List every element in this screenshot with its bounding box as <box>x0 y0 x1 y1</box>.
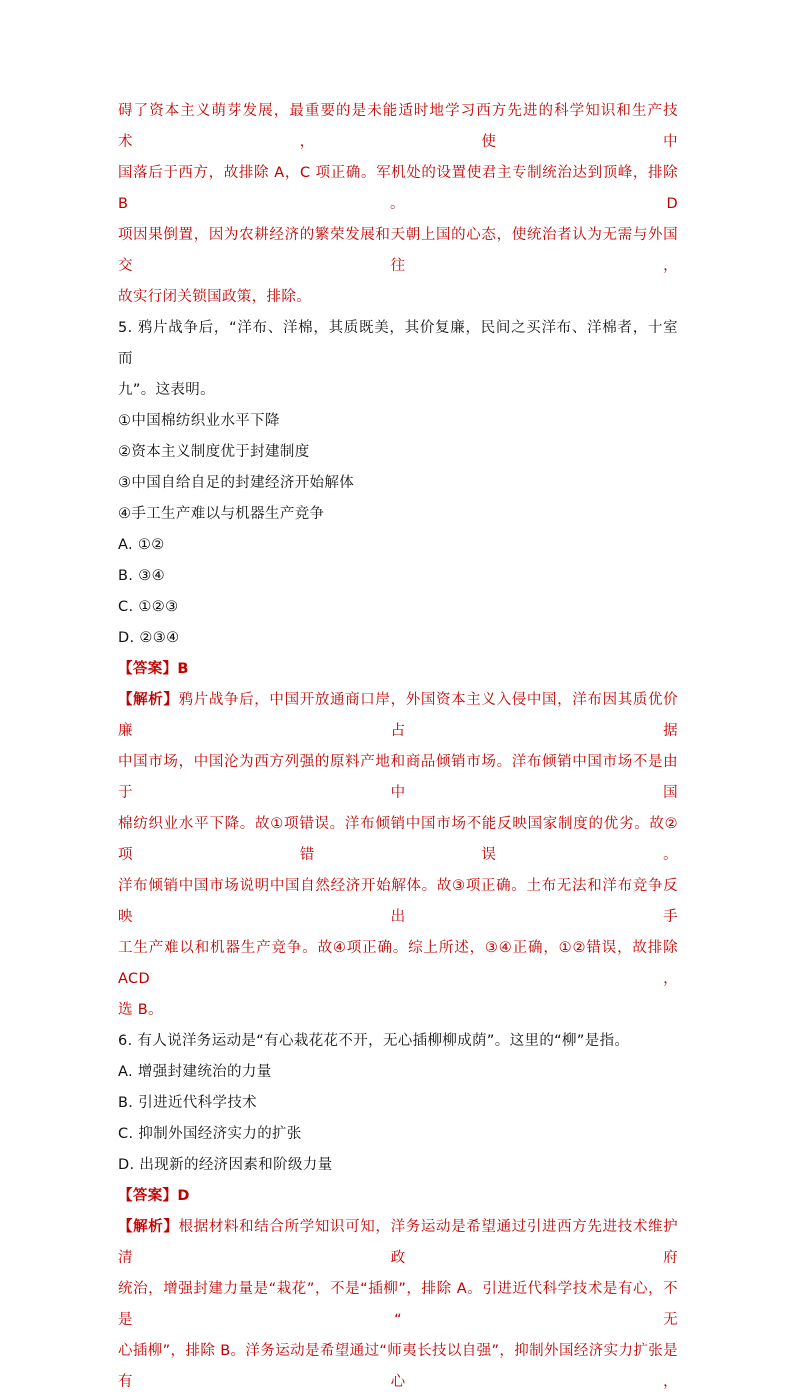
statement-item: ③中国自给自足的封建经济开始解体 <box>118 475 355 491</box>
analysis-line: 中国市场，中国沦为西方列强的原料产地和商品倾销市场。洋布倾销中国市场不是由于中国 <box>118 754 678 801</box>
previous-analysis <box>118 96 678 313</box>
statement-item: ④手工生产难以与机器生产竞争 <box>118 506 325 522</box>
option-d: D. 出现新的经济因素和阶级力量 <box>118 1157 333 1173</box>
question-5 <box>118 313 678 1026</box>
option-d: D. ②③④ <box>118 630 180 646</box>
analysis-line: 选 B。 <box>118 1002 163 1018</box>
statement-item: ②资本主义制度优于封建制度 <box>118 444 310 460</box>
answer-label: 【答案】 <box>118 661 178 677</box>
analysis-line: 工生产难以和机器生产竞争。故④项正确。综上所述，③④正确，①②错误，故排除 ACD， <box>118 940 678 987</box>
question-stem: 九”。这表明。 <box>118 382 215 398</box>
question-stem: 5. 鸦片战争后，“洋布、洋棉，其质既美，其价复廉，民间之买洋布、洋棉者，十室而 <box>118 320 678 367</box>
statement-item: ①中国棉纺织业水平下降 <box>118 413 280 429</box>
answer-line <box>118 654 678 685</box>
analysis-label: 【解析】 <box>118 692 179 708</box>
option-c: C. 抑制外国经济实力的扩张 <box>118 1126 302 1142</box>
question-stem: 6. 有人说洋务运动是“有心栽花花不开，无心插柳柳成荫”。这里的“柳”是指。 <box>118 1033 630 1049</box>
analysis-line: 碍了资本主义萌芽发展，最重要的是未能适时地学习西方先进的科学知识和生产技术，使中 <box>118 103 678 150</box>
answer-value: D <box>177 1188 190 1204</box>
analysis-line: 项因果倒置，因为农耕经济的繁荣发展和天朝上国的心态，使统治者认为无需与外国交往， <box>118 227 678 274</box>
analysis-line <box>118 1212 678 1274</box>
analysis-line <box>118 685 678 747</box>
analysis-text: 根据材料和结合所学知识可知，洋务运动是希望通过引进西方先进技术维护清政府 <box>118 1219 678 1266</box>
analysis-text: 鸦片战争后，中国开放通商口岸，外国资本主义入侵中国，洋布因其质优价廉占据 <box>118 692 678 739</box>
analysis-line: 棉纺织业水平下降。故①项错误。洋布倾销中国市场不能反映国家制度的优劣。故②项错误。 <box>118 816 678 863</box>
document-body <box>118 96 678 1398</box>
analysis-line: 洋布倾销中国市场说明中国自然经济开始解体。故③项正确。土布无法和洋布竞争反映出手 <box>118 878 678 925</box>
option-b: B. 引进近代科学技术 <box>118 1095 258 1111</box>
analysis-line: 故实行闭关锁国政策，排除。 <box>118 289 312 305</box>
option-a: A. 增强封建统治的力量 <box>118 1064 272 1080</box>
answer-line <box>118 1181 678 1212</box>
analysis-label: 【解析】 <box>118 1219 179 1235</box>
analysis-line: 统治，增强封建力量是“栽花”，不是“插柳”，排除 A。引进近代科学技术是有心，不是“无 <box>118 1281 678 1328</box>
answer-label: 【答案】 <box>118 1188 178 1204</box>
option-c: C. ①②③ <box>118 599 179 615</box>
option-b: B. ③④ <box>118 568 165 584</box>
analysis-line: 心插柳”，排除 B。洋务运动是希望通过“师夷长技以自强”，抑制外国经济实力扩张是有心， <box>118 1343 678 1390</box>
analysis-line: 国落后于西方，故排除 A，C 项正确。军机处的设置使君主专制统治达到顶峰，排除 B。D <box>118 165 678 212</box>
option-a: A. ①② <box>118 537 165 553</box>
answer-value: B <box>177 661 189 677</box>
question-6 <box>118 1026 678 1398</box>
